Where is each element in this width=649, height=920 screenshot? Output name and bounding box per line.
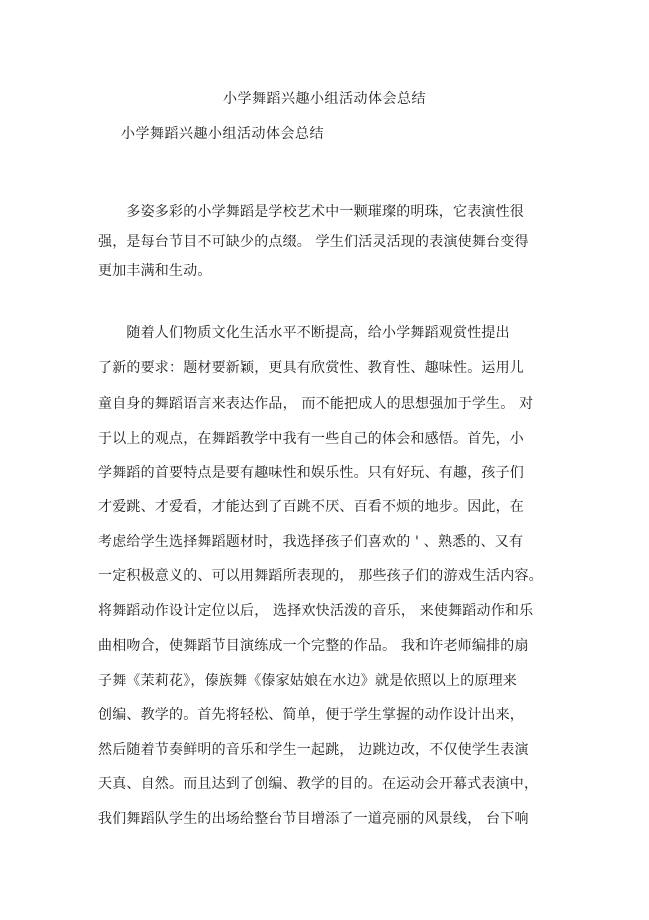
paragraph-2-line: 考虑给学生选择舞蹈题材时，我选择孩子们喜欢的 ' 、熟悉的、又有 bbox=[98, 534, 524, 550]
paragraph-2-line: 一定积极意义的、可以用舞蹈所表现的， 那些孩子们的游戏生活内容。 bbox=[98, 568, 543, 584]
document-subtitle: 小学舞蹈兴趣小组活动体会总结 bbox=[121, 126, 324, 142]
paragraph-2-line: 随着人们物质文化生活水平不断提高，给小学舞蹈观赏性提出 bbox=[98, 325, 510, 341]
paragraph-2-line: 天真、自然。而且达到了创编、教学的目的。在运动会开幕式表演中， bbox=[98, 776, 539, 792]
paragraph-1-line: 多姿多彩的小学舞蹈是学校艺术中一颗璀璨的明珠，它表演性很 bbox=[98, 204, 524, 220]
paragraph-2-line: 了新的要求：题材要新颖，更具有欣赏性、教育性、趣味性。运用儿 bbox=[98, 360, 524, 376]
paragraph-2-line: 曲相吻合，使舞蹈节目演练成一个完整的作品。 我和许老师编排的扇 bbox=[98, 638, 529, 654]
paragraph-1-line: 强，是每台节目不可缺少的点缀。 学生们活灵活现的表演使舞台变得 bbox=[98, 234, 529, 250]
paragraph-1-line: 更加丰满和生动。 bbox=[98, 263, 212, 279]
paragraph-2-line: 子舞《茉莉花》，傣族舞《傣家姑娘在水边》就是依照以上的原理来 bbox=[98, 673, 517, 689]
paragraph-2-line: 才爱跳、才爱看，才能达到了百跳不厌、百看不烦的地步。因此，在 bbox=[98, 499, 524, 515]
paragraph-2-line: 将舞蹈动作设计定位以后， 选择欢快活泼的音乐， 来使舞蹈动作和乐 bbox=[98, 603, 534, 619]
paragraph-2-line: 然后随着节奏鲜明的音乐和学生一起跳， 边跳边改，不仅使学生表演 bbox=[98, 742, 529, 758]
paragraph-2-line: 学舞蹈的首要特点是要有趣味性和娱乐性。只有好玩、有趣，孩子们 bbox=[98, 465, 524, 481]
paragraph-2-line: 我们舞蹈队学生的出场给整台节目增添了一道亮丽的风景线， 台下响 bbox=[98, 811, 529, 827]
document-title: 小学舞蹈兴趣小组活动体会总结 bbox=[223, 91, 426, 107]
paragraph-2-line: 于以上的观点，在舞蹈教学中我有一些自己的体会和感悟。首先，小 bbox=[98, 431, 524, 447]
paragraph-2-line: 童自身的舞蹈语言来表达作品， 而不能把成人的思想强加于学生。 对 bbox=[98, 396, 534, 412]
paragraph-2-line: 创编、教学的。首先将轻松、简单，便于学生掌握的动作设计出来， bbox=[98, 707, 524, 723]
